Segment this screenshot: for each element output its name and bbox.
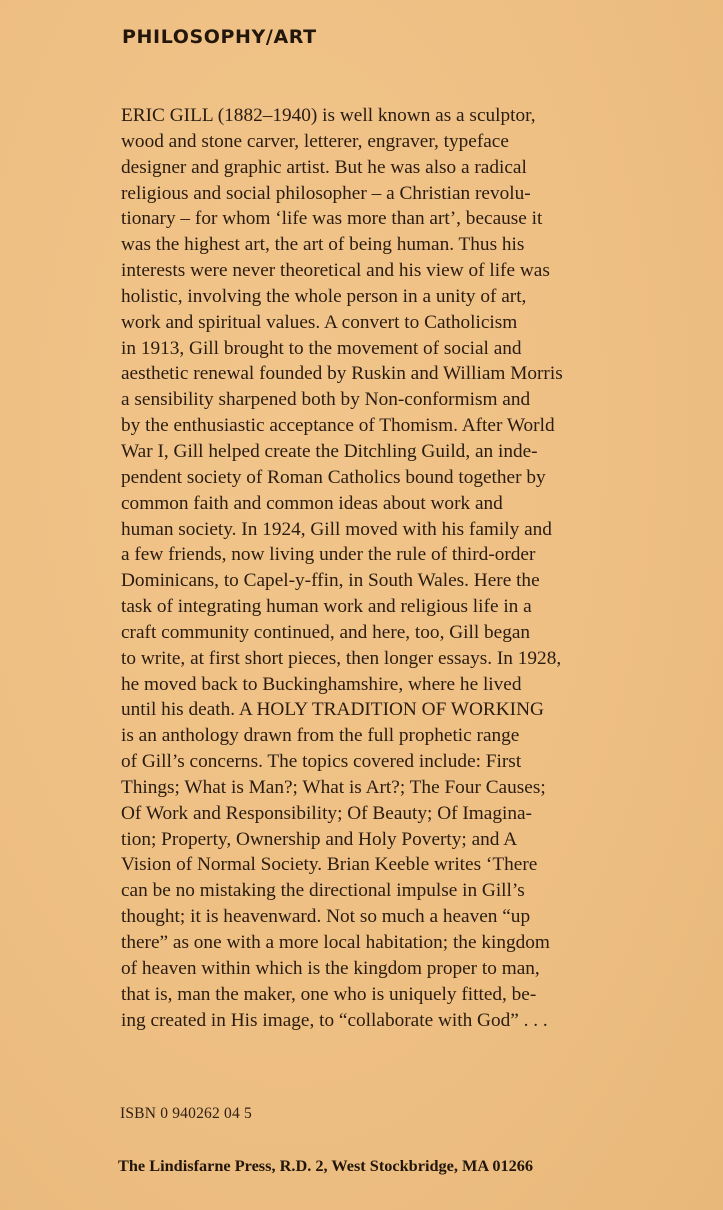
blurb-line: Of Work and Responsibility; Of Beauty; Of Imagina- <box>121 802 532 824</box>
blurb-line: human society. In 1924, Gill moved with his family and <box>121 518 552 540</box>
blurb-line: ing created in His image, to “collaborate with God” . . . <box>121 1009 548 1031</box>
blurb-line: War I, Gill helped create the Ditchling Guild, an inde- <box>121 440 538 462</box>
blurb-line: interests were never theoretical and his view of life was <box>121 260 550 282</box>
publisher-line: The Lindisfarne Press, R.D. 2, West Stockbridge, MA 01266 <box>118 1156 534 1175</box>
blurb-line: Things; What is Man?; What is Art?; The Four Causes; <box>121 776 546 798</box>
blurb-line: until his death. A HOLY TRADITION OF WORKING <box>121 699 544 721</box>
blurb-line: wood and stone carver, letterer, engraver, typeface <box>121 130 509 152</box>
blurb-line: a few friends, now living under the rule of third-order <box>121 544 536 566</box>
blurb-line: to write, at first short pieces, then longer essays. In 1928, <box>121 647 562 669</box>
blurb-line: task of integrating human work and religious life in a <box>121 596 532 618</box>
blurb-line: ERIC GILL (1882–1940) is well known as a sculptor, <box>121 105 536 126</box>
blurb-line: a sensibility sharpened both by Non-conformism and <box>121 389 531 411</box>
blurb-line: of Gill’s concerns. The topics covered include: First <box>121 751 522 773</box>
blurb-line: designer and graphic artist. But he was also a radical <box>121 156 527 178</box>
blurb-line: of heaven within which is the kingdom proper to man, <box>121 957 540 979</box>
blurb-line: in 1913, Gill brought to the movement of social and <box>121 337 522 359</box>
blurb-line: religious and social philosopher – a Christian revolu- <box>121 182 531 204</box>
blurb-line: Dominicans, to Capel-y-ffin, in South Wales. Here the <box>121 570 540 592</box>
blurb-line: tion; Property, Ownership and Holy Poverty; and A <box>121 828 518 850</box>
category-heading: PHILOSOPHY/ART <box>122 26 317 48</box>
blurb-line: craft community continued, and here, too, Gill began <box>121 621 531 643</box>
blurb-line: pendent society of Roman Catholics bound together by <box>121 466 546 488</box>
blurb-line: Vision of Normal Society. Brian Keeble writes ‘There <box>121 854 538 876</box>
blurb-line: common faith and common ideas about work and <box>121 492 503 514</box>
blurb-line: there” as one with a more local habitation; the kingdom <box>121 932 550 953</box>
isbn-number: ISBN 0 940262 04 5 <box>120 1105 252 1122</box>
blurb-line: by the enthusiastic acceptance of Thomism. After World <box>121 415 555 437</box>
blurb-line: work and spiritual values. A convert to Catholicism <box>121 311 518 333</box>
blurb-line: holistic, involving the whole person in a unity of art, <box>121 285 527 307</box>
blurb-line: thought; it is heavenward. Not so much a heaven “up <box>121 906 531 928</box>
blurb-line: that is, man the maker, one who is uniquely fitted, be- <box>121 983 537 1005</box>
blurb-line: is an anthology drawn from the full prophetic range <box>121 725 520 747</box>
blurb-line: tionary – for whom ‘life was more than art’, because it <box>121 208 543 230</box>
description-blurb <box>121 103 661 1033</box>
blurb-line: aesthetic renewal founded by Ruskin and William Morris <box>121 363 563 385</box>
blurb-line: he moved back to Buckinghamshire, where he lived <box>121 673 522 695</box>
blurb-line: can be no mistaking the directional impulse in Gill’s <box>121 880 525 902</box>
blurb-line: was the highest art, the art of being human. Thus his <box>121 234 525 256</box>
